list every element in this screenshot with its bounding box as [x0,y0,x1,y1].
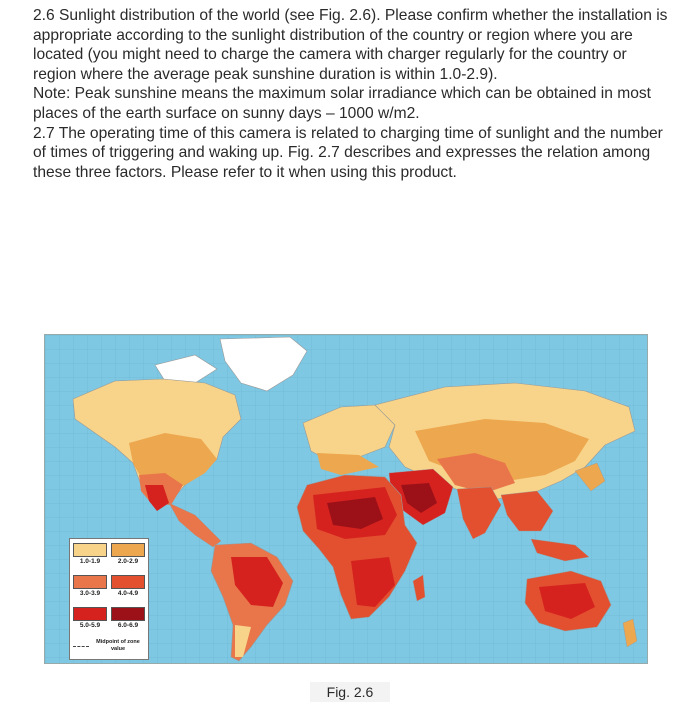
legend-swatch [111,575,145,589]
legend-swatch [111,607,145,621]
legend-label: 5.0-5.9 [79,622,101,629]
legend-label: 3.0-3.9 [79,590,101,597]
legend-label: 2.0-2.9 [117,558,139,565]
legend-swatch [73,607,107,621]
paragraph-operating-time: 2.7 The operating time of this camera is related to charging time of sunlight and the number of times of triggering and waking up. Fig. 2.7 describes and expresses the relation among these three factors. Please refer to it when using this product. [33,124,663,181]
legend-label: 1.0-1.9 [79,558,101,565]
legend-item [73,607,107,631]
legend-midpoint [73,639,145,655]
legend-swatch [73,543,107,557]
legend-swatch [73,575,107,589]
map-legend [69,538,149,660]
midpoint-label: Midpoint of zone value [96,639,140,652]
paragraph-peak-sunshine-note: Note: Peak sunshine means the maximum solar irradiance which can be obtained in most places of the earth surface on sunny days – 1000 w/m2. [33,85,652,122]
legend-item [73,575,107,599]
legend-item [111,543,145,567]
legend-item [73,543,107,567]
legend-row-1 [73,543,147,567]
legend-label: 6.0-6.9 [117,622,139,629]
legend-swatch [111,543,145,557]
legend-row-2 [73,575,147,599]
legend-item [111,607,145,631]
document-body [33,6,673,182]
legend-label: 4.0-4.9 [117,590,139,597]
paragraph-sunlight-distribution: 2.6 Sunlight distribution of the world (see Fig. 2.6). Please confirm whether the installation is appropriate according to the sunlight distribution of the country or region where you are located (you might need to charge the camera with charger regularly for the country or region where the average peak sunshine duration is within 1.0-2.9). [33,7,668,83]
legend-row-3 [73,607,147,631]
legend-item [111,575,145,599]
figure-caption: Fig. 2.6 [310,682,390,702]
midpoint-line-sample [73,646,89,647]
